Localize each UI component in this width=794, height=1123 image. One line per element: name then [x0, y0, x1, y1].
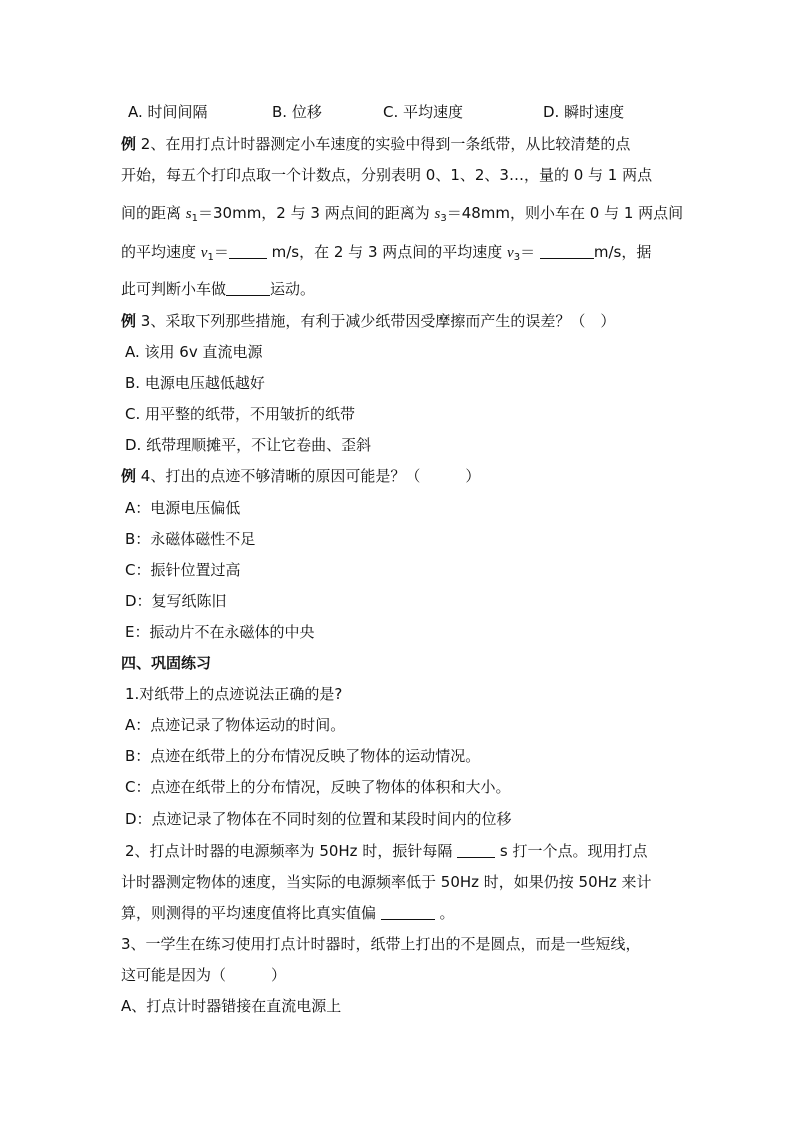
- practice-q1-option-a: A：点迹记录了物体运动的时间。: [125, 716, 346, 734]
- practice-q1-option-c: C：点迹在纸带上的分布情况，反映了物体的体积和大小。: [125, 778, 511, 796]
- example2-line-1: 例 2、在用打点计时器测定小车速度的实验中得到一条纸带，从比较清楚的点: [121, 135, 631, 153]
- example3-option-a: A. 该用 6v 直流电源: [125, 343, 263, 361]
- practice-q1-option-d: D：点迹记录了物体在不同时刻的位置和某段时间内的位移: [125, 810, 512, 828]
- example4-option-b: B：永磁体磁性不足: [125, 530, 256, 548]
- example2-line-4: 的平均速度 $v_1= m/s$，在 2 与 3 两点间的平均速度 $v_3= m/s$，据: [121, 243, 652, 263]
- answer-blank-v3[interactable]: [540, 244, 594, 259]
- practice-q1: 1.对纸带上的点迹说法正确的是?: [125, 685, 343, 703]
- example4-label: 例: [121, 467, 137, 485]
- example1-option-b: B. 位移: [272, 103, 322, 121]
- example3-option-c: C. 用平整的纸带，不用皱折的纸带: [125, 405, 356, 423]
- practice-q3-line-1: 3、一学生在练习使用打点计时器时，纸带上打出的不是圆点，而是一些短线，: [121, 935, 641, 953]
- practice-q2-line-3: 算，则测得的平均速度值将比真实值偏 。: [121, 904, 455, 922]
- answer-blank-interval[interactable]: [457, 843, 495, 858]
- example3-label: 例: [121, 312, 137, 330]
- practice-q2-line-1: 2、打点计时器的电源频率为 50Hz 时，振针每隔 s 打一个点。现用打点: [125, 842, 648, 860]
- practice-q1-option-b: B：点迹在纸带上的分布情况反映了物体的运动情况。: [125, 747, 481, 765]
- example2-line-5: 此可判断小车做 运动。: [121, 280, 316, 298]
- example4-option-e: E：振动片不在永磁体的中央: [125, 623, 315, 641]
- example4-question: 例 4、打出的点迹不够清晰的原因可能是？（ ）: [121, 467, 481, 485]
- example1-option-c: C. 平均速度: [383, 103, 464, 121]
- example2-label: 例: [121, 135, 137, 153]
- example2-line-3: 间的距离 $s_1=30mm$，2 与 3 两点间的距离为 $s_3=48mm$，则小车在 0 与 1 两点间: [121, 204, 684, 224]
- practice-q2-line-2: 计时器测定物体的速度，当实际的电源频率低于 50Hz 时，如果仍按 50Hz 来计: [121, 873, 652, 891]
- section-heading: 四、巩固练习: [121, 654, 212, 672]
- example3-question: 例 3、采取下列那些措施，有利于减少纸带因受摩擦而产生的误差？（ ）: [121, 312, 616, 330]
- example1-option-a: A. 时间间隔: [128, 103, 208, 121]
- answer-blank-motion[interactable]: [226, 281, 270, 296]
- example1-option-d: D. 瞬时速度: [543, 103, 625, 121]
- practice-q3-option-a: A、打点计时器错接在直流电源上: [121, 997, 342, 1015]
- example3-option-d: D. 纸带理顺摊平，不让它卷曲、歪斜: [125, 436, 372, 454]
- answer-blank-v1[interactable]: [229, 244, 267, 259]
- answer-blank-deviation[interactable]: [381, 905, 435, 920]
- example4-option-d: D：复写纸陈旧: [125, 592, 227, 610]
- practice-q3-line-2: 这可能是因为（ ）: [121, 966, 287, 984]
- example2-line-2: 开始，每五个打印点取一个计数点，分别表明 0、1、2、3…，量的 0 与 1 两点: [121, 166, 653, 184]
- example4-option-c: C：振针位置过高: [125, 561, 241, 579]
- example4-option-a: A：电源电压偏低: [125, 499, 241, 517]
- example3-option-b: B. 电源电压越低越好: [125, 374, 265, 392]
